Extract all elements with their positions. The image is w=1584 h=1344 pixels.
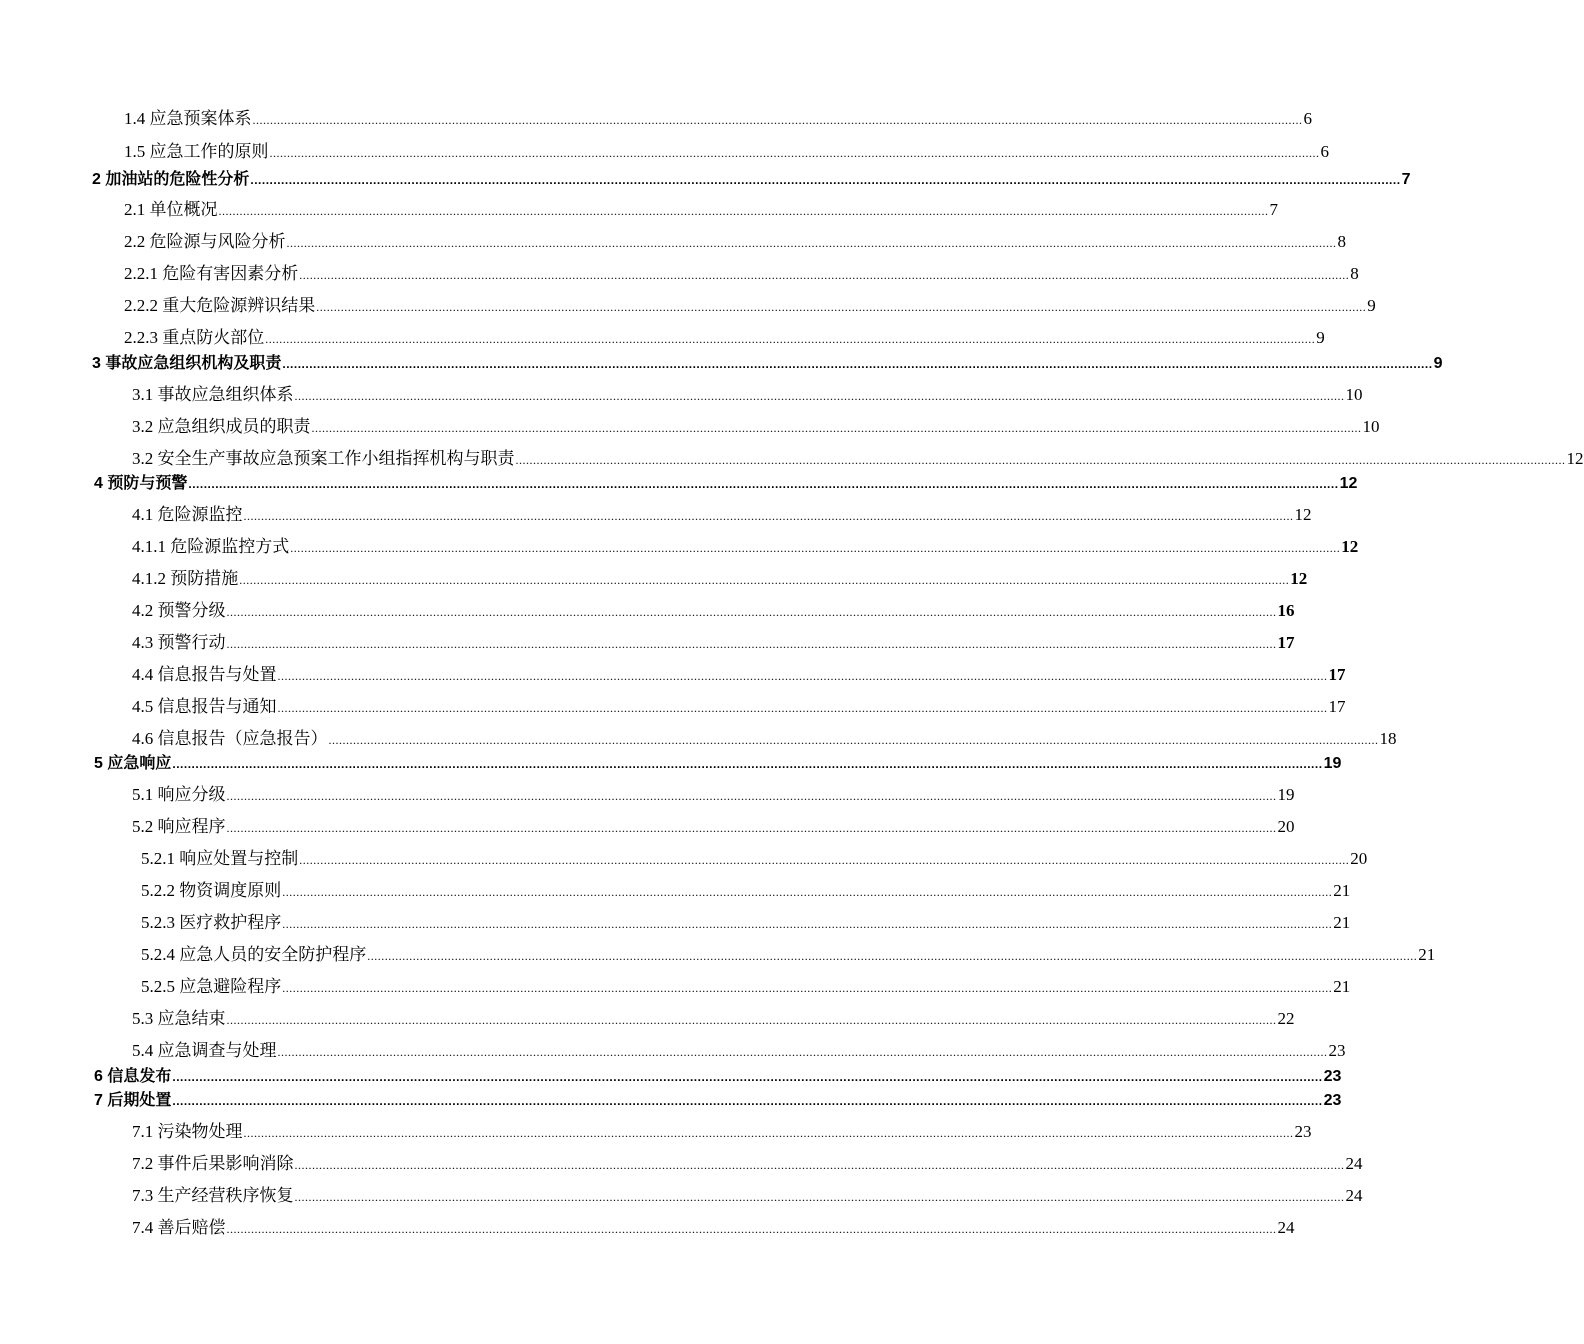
toc-entry-title: 7.4 善后赔偿 bbox=[132, 1218, 226, 1237]
toc-leader-dots: ............................................................................................................................................................................................................................................................................................................ bbox=[286, 236, 1337, 250]
toc-leader-dots: ............................................................................................................................................................................................................................................................................................................ bbox=[282, 917, 1333, 931]
toc-entry-title: 6 信息发布 bbox=[94, 1068, 172, 1085]
toc-entry-page: 9 bbox=[1433, 355, 1443, 372]
toc-entry[interactable] bbox=[132, 564, 1308, 589]
toc-entry-page: 7 bbox=[1401, 171, 1411, 188]
toc-entry[interactable] bbox=[132, 500, 1312, 525]
toc-leader-dots: ............................................................................................................................................................................................................................................................................................................ bbox=[172, 757, 1323, 771]
toc-entry-title: 5 应急响应 bbox=[94, 755, 172, 772]
toc-entry-title: 4.6 信息报告（应急报告） bbox=[132, 729, 328, 748]
toc-entry[interactable] bbox=[141, 844, 1368, 869]
toc-entry[interactable] bbox=[132, 412, 1380, 437]
toc-entry-title: 5.2.4 应急人员的安全防护程序 bbox=[141, 945, 367, 964]
toc-chapter-entry[interactable] bbox=[94, 1063, 1342, 1086]
toc-leader-dots: ............................................................................................................................................................................................................................................................................................................ bbox=[226, 821, 1277, 835]
toc-leader-dots: ............................................................................................................................................................................................................................................................................................................ bbox=[226, 637, 1277, 651]
toc-entry-page: 21 bbox=[1333, 881, 1351, 900]
toc-entry[interactable] bbox=[132, 380, 1363, 405]
toc-entry-page: 12 bbox=[1290, 569, 1308, 588]
toc-entry-page: 19 bbox=[1277, 785, 1295, 804]
toc-entry-page: 12 bbox=[1339, 475, 1358, 492]
toc-entry-title: 2.2.1 危险有害因素分析 bbox=[124, 264, 299, 283]
toc-leader-dots: ............................................................................................................................................................................................................................................................................................................ bbox=[277, 669, 1328, 683]
toc-entry[interactable] bbox=[132, 1004, 1295, 1029]
toc-leader-dots: ............................................................................................................................................................................................................................................................................................................ bbox=[311, 421, 1362, 435]
toc-chapter-entry[interactable] bbox=[92, 350, 1443, 373]
toc-entry[interactable] bbox=[141, 876, 1351, 901]
toc-entry-title: 7.3 生产经营秩序恢复 bbox=[132, 1186, 294, 1205]
toc-entry-page: 22 bbox=[1277, 1009, 1295, 1028]
toc-entry-page: 21 bbox=[1418, 945, 1436, 964]
toc-entry[interactable] bbox=[141, 908, 1351, 933]
toc-entry[interactable] bbox=[132, 692, 1346, 717]
toc-entry-title: 5.3 应急结束 bbox=[132, 1009, 226, 1028]
toc-leader-dots: ............................................................................................................................................................................................................................................................................................................ bbox=[252, 113, 1303, 127]
toc-entry-title: 4.1.2 预防措施 bbox=[132, 569, 239, 588]
toc-entry-title: 5.2 响应程序 bbox=[132, 817, 226, 836]
toc-chapter-entry[interactable] bbox=[94, 750, 1342, 773]
toc-entry[interactable] bbox=[132, 532, 1359, 557]
toc-entry[interactable] bbox=[141, 972, 1351, 997]
toc-entry-title: 4.2 预警分级 bbox=[132, 601, 226, 620]
toc-leader-dots: ............................................................................................................................................................................................................................................................................................................ bbox=[290, 541, 1341, 555]
toc-entry-title: 7.2 事件后果影响消除 bbox=[132, 1154, 294, 1173]
toc-entry-page: 6 bbox=[1303, 109, 1312, 128]
toc-entry[interactable] bbox=[132, 1036, 1346, 1061]
toc-entry-page: 12 bbox=[1341, 537, 1359, 556]
toc-entry-page: 21 bbox=[1333, 913, 1351, 932]
toc-entry[interactable] bbox=[132, 780, 1295, 805]
toc-leader-dots: ............................................................................................................................................................................................................................................................................................................ bbox=[282, 357, 1433, 371]
toc-entry[interactable] bbox=[132, 1181, 1363, 1206]
toc-entry-page: 7 bbox=[1269, 200, 1278, 219]
toc-entry-title: 7 后期处置 bbox=[94, 1092, 172, 1109]
toc-entry[interactable] bbox=[132, 660, 1346, 685]
toc-entry-title: 4 预防与预警 bbox=[94, 475, 188, 492]
toc-entry[interactable] bbox=[132, 812, 1295, 837]
toc-entry-page: 8 bbox=[1350, 264, 1359, 283]
toc-leader-dots: ............................................................................................................................................................................................................................................................................................................ bbox=[299, 853, 1350, 867]
toc-leader-dots: ............................................................................................................................................................................................................................................................................................................ bbox=[188, 477, 1339, 491]
toc-leader-dots: ............................................................................................................................................................................................................................................................................................................ bbox=[243, 1126, 1294, 1140]
toc-entry[interactable] bbox=[132, 724, 1397, 749]
toc-entry-page: 23 bbox=[1323, 1092, 1342, 1109]
toc-entry[interactable] bbox=[124, 227, 1346, 252]
toc-entry-title: 4.4 信息报告与处置 bbox=[132, 665, 277, 684]
toc-chapter-entry[interactable] bbox=[94, 1087, 1342, 1110]
toc-entry-page: 17 bbox=[1328, 665, 1346, 684]
toc-chapter-entry[interactable] bbox=[94, 470, 1358, 493]
toc-entry-title: 3 事故应急组织机构及职责 bbox=[92, 355, 282, 372]
toc-entry-title: 7.1 污染物处理 bbox=[132, 1122, 243, 1141]
toc-leader-dots: ............................................................................................................................................................................................................................................................................................................ bbox=[294, 389, 1345, 403]
toc-leader-dots: ............................................................................................................................................................................................................................................................................................................ bbox=[294, 1158, 1345, 1172]
toc-entry-title: 3.2 应急组织成员的职责 bbox=[132, 417, 311, 436]
toc-entry-title: 4.1.1 危险源监控方式 bbox=[132, 537, 290, 556]
toc-entry-title: 5.2.3 医疗救护程序 bbox=[141, 913, 282, 932]
toc-leader-dots: ............................................................................................................................................................................................................................................................................................................ bbox=[172, 1070, 1323, 1084]
toc-leader-dots: ............................................................................................................................................................................................................................................................................................................ bbox=[226, 1222, 1277, 1236]
toc-entry-page: 21 bbox=[1333, 977, 1351, 996]
toc-leader-dots: ............................................................................................................................................................................................................................................................................................................ bbox=[226, 605, 1277, 619]
toc-entry[interactable] bbox=[124, 104, 1312, 129]
toc-entry[interactable] bbox=[132, 1213, 1295, 1238]
toc-entry[interactable] bbox=[132, 444, 1584, 469]
toc-leader-dots: ............................................................................................................................................................................................................................................................................................................ bbox=[277, 701, 1328, 715]
toc-entry-page: 10 bbox=[1345, 385, 1363, 404]
toc-entry-title: 5.2.1 响应处置与控制 bbox=[141, 849, 299, 868]
toc-leader-dots: ............................................................................................................................................................................................................................................................................................................ bbox=[328, 733, 1379, 747]
toc-leader-dots: ............................................................................................................................................................................................................................................................................................................ bbox=[282, 981, 1333, 995]
toc-entry-page: 12 bbox=[1566, 449, 1584, 468]
toc-entry[interactable] bbox=[132, 596, 1295, 621]
toc-entry-title: 5.1 响应分级 bbox=[132, 785, 226, 804]
toc-leader-dots: ............................................................................................................................................................................................................................................................................................................ bbox=[367, 949, 1418, 963]
toc-entry-page: 8 bbox=[1337, 232, 1346, 251]
toc-entry-title: 4.3 预警行动 bbox=[132, 633, 226, 652]
toc-leader-dots: ............................................................................................................................................................................................................................................................................................................ bbox=[294, 1190, 1345, 1204]
toc-entry-page: 23 bbox=[1323, 1068, 1342, 1085]
toc-entry[interactable] bbox=[124, 323, 1325, 348]
toc-entry[interactable] bbox=[124, 137, 1329, 162]
toc-entry-title: 5.2.5 应急避险程序 bbox=[141, 977, 282, 996]
toc-entry-page: 6 bbox=[1320, 142, 1329, 161]
toc-entry-page: 23 bbox=[1328, 1041, 1346, 1060]
toc-entry-page: 20 bbox=[1350, 849, 1368, 868]
toc-chapter-entry[interactable] bbox=[92, 166, 1411, 189]
toc-entry-page: 24 bbox=[1345, 1186, 1363, 1205]
toc-entry-title: 5.4 应急调查与处理 bbox=[132, 1041, 277, 1060]
toc-leader-dots: ............................................................................................................................................................................................................................................................................................................ bbox=[265, 332, 1316, 346]
toc-entry-title: 4.5 信息报告与通知 bbox=[132, 697, 277, 716]
toc-entry[interactable] bbox=[124, 195, 1278, 220]
toc-leader-dots: ............................................................................................................................................................................................................................................................................................................ bbox=[515, 453, 1566, 467]
toc-entry-page: 23 bbox=[1294, 1122, 1312, 1141]
toc-entry-page: 19 bbox=[1323, 755, 1342, 772]
toc-entry-page: 17 bbox=[1328, 697, 1346, 716]
toc-leader-dots: ............................................................................................................................................................................................................................................................................................................ bbox=[277, 1045, 1328, 1059]
toc-leader-dots: ............................................................................................................................................................................................................................................................................................................ bbox=[299, 268, 1350, 282]
toc-leader-dots: ............................................................................................................................................................................................................................................................................................................ bbox=[226, 1013, 1277, 1027]
toc-entry-title: 2.1 单位概况 bbox=[124, 200, 218, 219]
toc-entry[interactable] bbox=[132, 1149, 1363, 1174]
toc-entry-title: 4.1 危险源监控 bbox=[132, 505, 243, 524]
toc-entry-title: 2.2.3 重点防火部位 bbox=[124, 328, 265, 347]
toc-entry-page: 18 bbox=[1379, 729, 1397, 748]
toc-entry-page: 24 bbox=[1277, 1218, 1295, 1237]
toc-entry-title: 2 加油站的危险性分析 bbox=[92, 171, 250, 188]
toc-entry-title: 5.2.2 物资调度原则 bbox=[141, 881, 282, 900]
toc-leader-dots: ............................................................................................................................................................................................................................................................................................................ bbox=[243, 509, 1294, 523]
toc-entry-page: 10 bbox=[1362, 417, 1380, 436]
toc-entry-title: 2.2 危险源与风险分析 bbox=[124, 232, 286, 251]
toc-entry[interactable] bbox=[124, 259, 1359, 284]
toc-leader-dots: ............................................................................................................................................................................................................................................................................................................ bbox=[316, 300, 1367, 314]
toc-entry-page: 12 bbox=[1294, 505, 1312, 524]
toc-leader-dots: ............................................................................................................................................................................................................................................................................................................ bbox=[250, 173, 1401, 187]
toc-leader-dots: ............................................................................................................................................................................................................................................................................................................ bbox=[172, 1094, 1323, 1108]
toc-leader-dots: ............................................................................................................................................................................................................................................................................................................ bbox=[226, 789, 1277, 803]
toc-entry-title: 1.5 应急工作的原则 bbox=[124, 142, 269, 161]
toc-entry-page: 9 bbox=[1316, 328, 1325, 347]
toc-entry-page: 16 bbox=[1277, 601, 1295, 620]
toc-entry[interactable] bbox=[141, 940, 1436, 965]
toc-leader-dots: ............................................................................................................................................................................................................................................................................................................ bbox=[269, 146, 1320, 160]
toc-entry-page: 17 bbox=[1277, 633, 1295, 652]
toc-entry[interactable] bbox=[132, 1117, 1312, 1142]
toc-entry-page: 24 bbox=[1345, 1154, 1363, 1173]
toc-entry-title: 1.4 应急预案体系 bbox=[124, 109, 252, 128]
toc-leader-dots: ............................................................................................................................................................................................................................................................................................................ bbox=[282, 885, 1333, 899]
toc-leader-dots: ............................................................................................................................................................................................................................................................................................................ bbox=[218, 204, 1269, 218]
toc-entry-page: 20 bbox=[1277, 817, 1295, 836]
toc-entry[interactable] bbox=[124, 291, 1376, 316]
toc-entry-page: 9 bbox=[1367, 296, 1376, 315]
toc-entry[interactable] bbox=[132, 628, 1295, 653]
toc-entry-title: 3.2 安全生产事故应急预案工作小组指挥机构与职责 bbox=[132, 449, 515, 468]
toc-entry-title: 2.2.2 重大危险源辨识结果 bbox=[124, 296, 316, 315]
toc-leader-dots: ............................................................................................................................................................................................................................................................................................................ bbox=[239, 573, 1290, 587]
toc-entry-title: 3.1 事故应急组织体系 bbox=[132, 385, 294, 404]
